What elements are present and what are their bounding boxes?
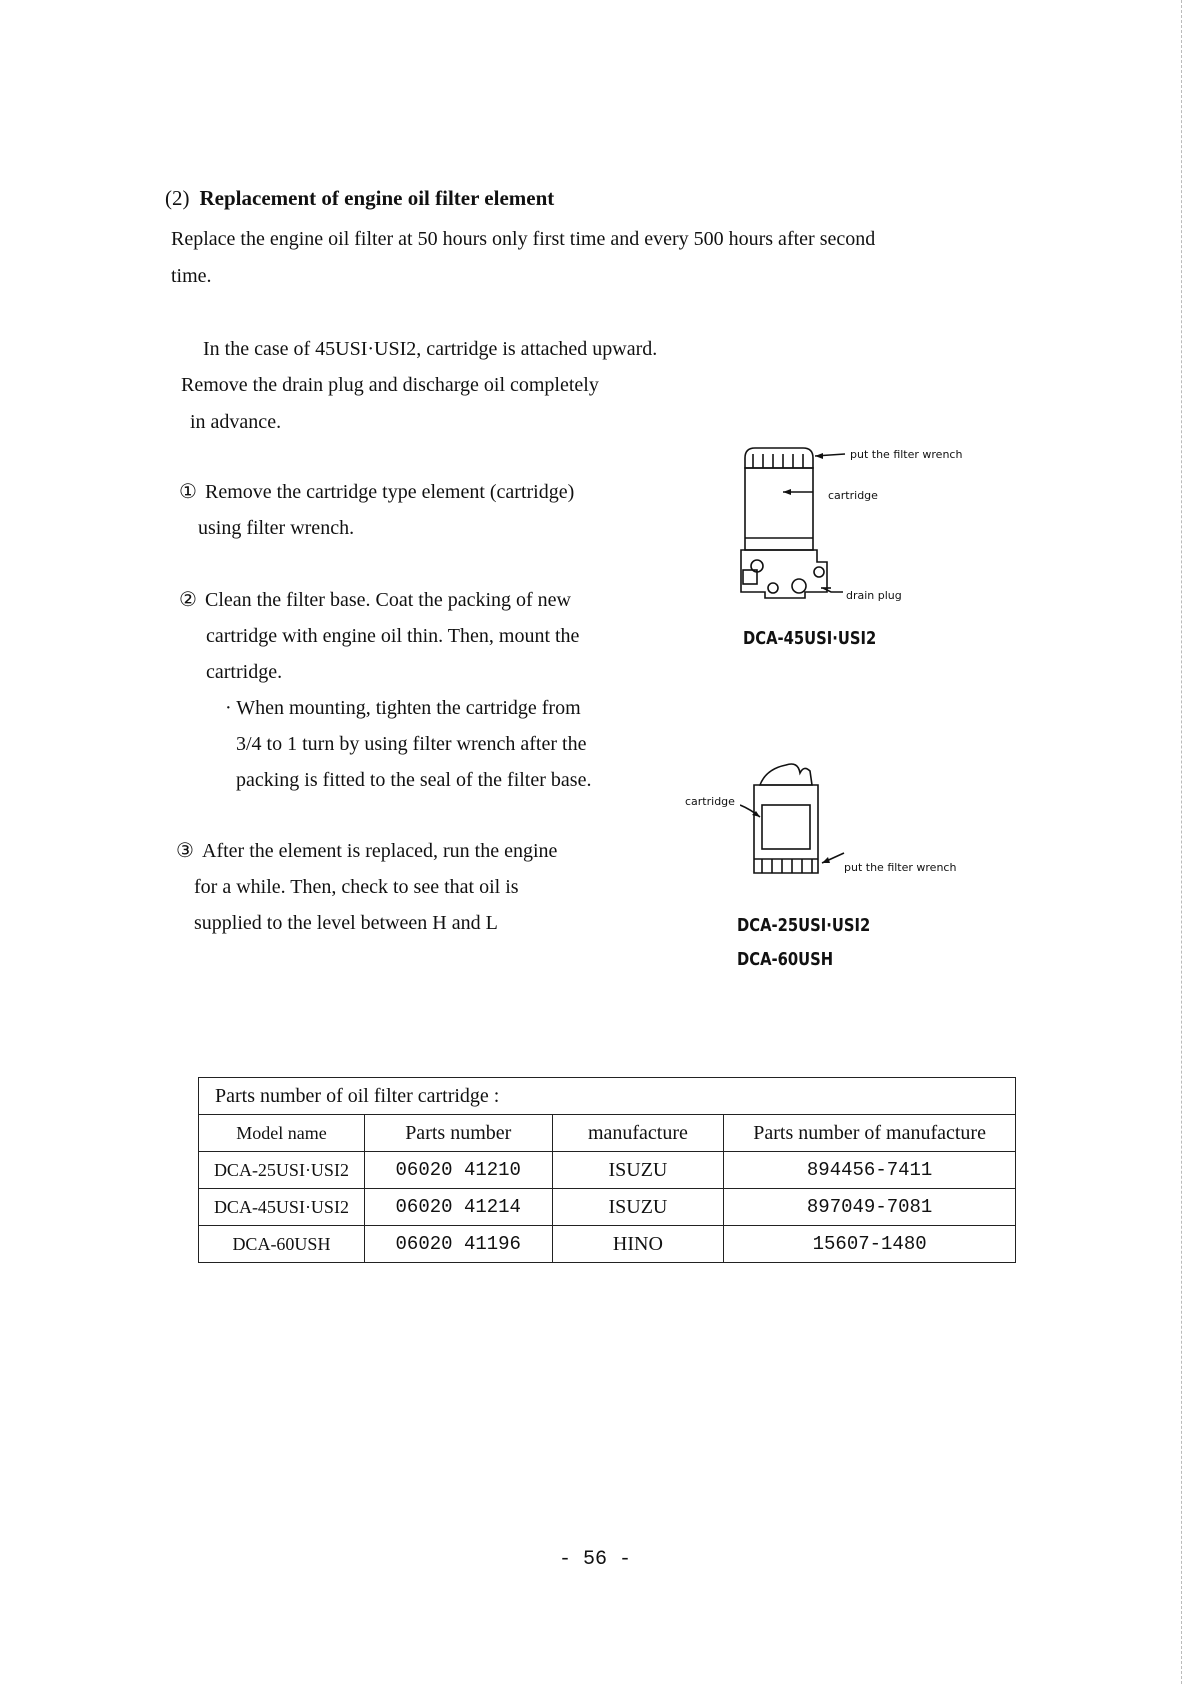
step-1-line-2: using filter wrench. (198, 517, 355, 539)
header-parts-number: Parts number (364, 1115, 552, 1152)
diagram2-model-1: DCA-25USI·USI2 (737, 915, 871, 936)
step-3-line-3: supplied to the level between H and L (194, 912, 498, 934)
step-3-line-1: ③ After the element is replaced, run the engine (176, 833, 557, 869)
table-row (199, 1152, 1016, 1189)
header-model-name: Model name (199, 1115, 365, 1152)
step-2-sub-line-3: packing is fitted to the seal of the filter base. (236, 769, 592, 791)
diagram1-label-wrench: put the filter wrench (850, 448, 963, 461)
cell-model: DCA-25USI·USI2 (199, 1152, 365, 1189)
step-2-line-1: ② Clean the filter base. Coat the packing of new (179, 582, 571, 618)
table-header-row (199, 1115, 1016, 1152)
intro-line-1: Replace the engine oil filter at 50 hours only first time and every 500 hours after second (171, 228, 876, 250)
step-2-line-2: cartridge with engine oil thin. Then, mount the (206, 625, 580, 647)
cell-manufacture: ISUZU (552, 1189, 724, 1226)
step-1-marker: ① (179, 481, 197, 503)
intro-line-2: time. (171, 265, 212, 287)
mount-block-shape (760, 764, 812, 785)
step-1-line-1: ① Remove the cartridge type element (cartridge) (179, 474, 574, 510)
table-caption: Parts number of oil filter cartridge : (199, 1078, 1016, 1115)
header-manufacture-parts-number: Parts number of manufacture (724, 1115, 1016, 1152)
diagram2-label-cartridge: cartridge (685, 795, 735, 808)
cell-model: DCA-45USI·USI2 (199, 1189, 365, 1226)
table-row (199, 1189, 1016, 1226)
cell-model: DCA-60USH (199, 1226, 365, 1263)
diagram1-label-cartridge: cartridge (828, 489, 878, 502)
cell-manufacture: ISUZU (552, 1152, 724, 1189)
cell-parts-number: 06020 41214 (364, 1189, 552, 1226)
header-manufacture: manufacture (552, 1115, 724, 1152)
section-number: (2) (165, 186, 190, 210)
note-line-1: In the case of 45USI·USI2, cartridge is attached upward. (203, 338, 658, 360)
note-line-3: in advance. (190, 411, 282, 433)
cell-parts-number: 06020 41196 (364, 1226, 552, 1263)
diagram1-label-drain: drain plug (846, 589, 902, 602)
table-row (199, 1226, 1016, 1263)
section-heading (165, 186, 554, 211)
step-2-marker: ② (179, 589, 197, 611)
cell-manufacture-number: 894456-7411 (724, 1152, 1016, 1189)
diagram2-label-wrench: put the filter wrench (844, 861, 957, 874)
cartridge-window-shape (762, 805, 810, 849)
note-line-2: Remove the drain plug and discharge oil completely (181, 374, 599, 396)
page-number: - 56 - (558, 1548, 631, 1571)
table-caption-row (199, 1078, 1016, 1115)
section-title: Replacement of engine oil filter element (199, 186, 555, 210)
step-2-sub-line-1: · When mounting, tighten the cartridge from (225, 697, 581, 719)
parts-table (198, 1077, 1016, 1263)
cell-manufacture: HINO (552, 1226, 724, 1263)
diagram2-model-2: DCA-60USH (737, 949, 834, 970)
cell-parts-number: 06020 41210 (364, 1152, 552, 1189)
cell-manufacture-number: 897049-7081 (724, 1189, 1016, 1226)
step-3-marker: ③ (176, 840, 194, 862)
filter-diagram-upward (735, 440, 995, 610)
diagram1-model: DCA-45USI·USI2 (743, 628, 877, 649)
page-edge (1181, 0, 1182, 1684)
step-2-line-3: cartridge. (206, 661, 283, 683)
step-3-line-2: for a while. Then, check to see that oil is (194, 876, 519, 898)
cell-manufacture-number: 15607-1480 (724, 1226, 1016, 1263)
step-2-sub-line-2: 3/4 to 1 turn by using filter wrench after the (236, 733, 587, 755)
filter-diagram-downward (740, 755, 940, 895)
